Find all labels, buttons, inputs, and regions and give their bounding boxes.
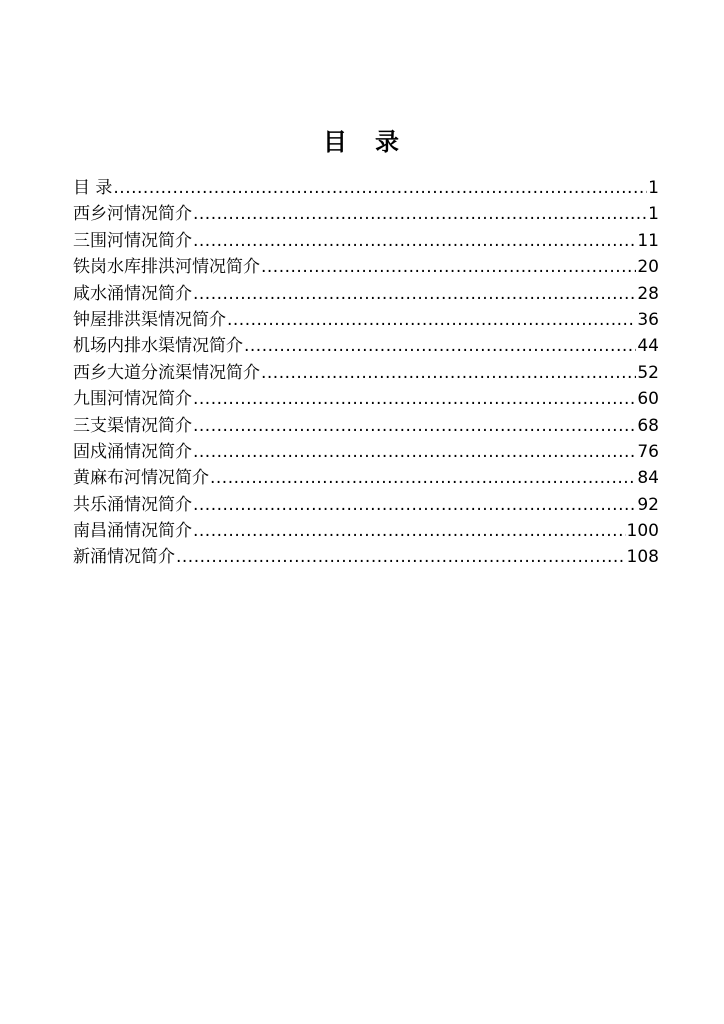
toc-entry[interactable] [73,465,659,491]
toc-entry[interactable] [73,360,659,386]
toc-entry-label: 固戍涌情况简介 [73,441,192,462]
toc-entry[interactable] [73,254,659,280]
toc-dot-leader [176,544,626,570]
toc-dot-leader [261,360,636,386]
toc-dot-leader [193,492,636,518]
toc-dot-leader [210,465,636,491]
toc-dot-leader [193,228,636,254]
toc-list [73,175,659,571]
toc-entry-page: 28 [637,283,659,304]
toc-entry-page: 44 [637,336,659,357]
toc-entry[interactable] [73,413,659,439]
toc-entry-label: 南昌涌情况简介 [73,521,192,542]
toc-dot-leader [193,281,636,307]
toc-entry-label: 钟屋排洪渠情况简介 [73,309,226,330]
toc-entry-page: 36 [637,309,659,330]
toc-entry-label: 咸水涌情况简介 [73,283,192,304]
toc-entry[interactable] [73,307,659,333]
toc-entry-page: 1 [648,178,659,198]
toc-entry[interactable] [73,544,659,570]
toc-dot-leader [193,201,647,227]
toc-title: 目 录 [323,128,401,156]
toc-entry-label: 黄麻布河情况简介 [73,468,209,489]
toc-dot-leader [113,175,647,201]
toc-entry-label: 西乡河情况简介 [73,204,192,225]
toc-entry-label: 九围河情况简介 [73,389,192,410]
toc-entry[interactable] [73,492,659,518]
toc-entry-page: 84 [637,468,659,489]
toc-entry[interactable] [73,386,659,412]
toc-entry[interactable] [73,281,659,307]
toc-dot-leader [244,333,636,359]
toc-dot-leader [193,413,636,439]
toc-entry[interactable] [73,175,659,201]
toc-entry[interactable] [73,333,659,359]
toc-entry-page: 76 [637,441,659,462]
toc-entry-label: 铁岗水库排洪河情况简介 [73,257,260,278]
toc-entry-page: 52 [637,362,659,383]
toc-entry-page: 20 [637,257,659,278]
toc-entry-label: 目 录 [73,178,113,198]
toc-entry[interactable] [73,201,659,227]
toc-entry-page: 11 [637,230,659,251]
toc-dot-leader [193,518,626,544]
toc-dot-leader [227,307,636,333]
toc-entry[interactable] [73,439,659,465]
toc-entry-label: 新涌情况简介 [73,547,175,568]
toc-dot-leader [193,386,636,412]
toc-entry-page: 68 [637,415,659,436]
toc-entry-label: 三支渠情况简介 [73,415,192,436]
toc-entry-page: 60 [637,389,659,410]
toc-entry-label: 机场内排水渠情况简介 [73,336,243,357]
toc-dot-leader [261,254,636,280]
toc-entry-page: 100 [626,521,659,542]
toc-entry-label: 共乐涌情况简介 [73,494,192,515]
toc-entry-page: 108 [626,547,659,568]
toc-entry-label: 西乡大道分流渠情况简介 [73,362,260,383]
toc-entry-label: 三围河情况简介 [73,230,192,251]
toc-entry[interactable] [73,518,659,544]
toc-dot-leader [193,439,636,465]
toc-entry-page: 1 [648,204,659,225]
toc-entry-page: 92 [637,494,659,515]
toc-entry[interactable] [73,228,659,254]
